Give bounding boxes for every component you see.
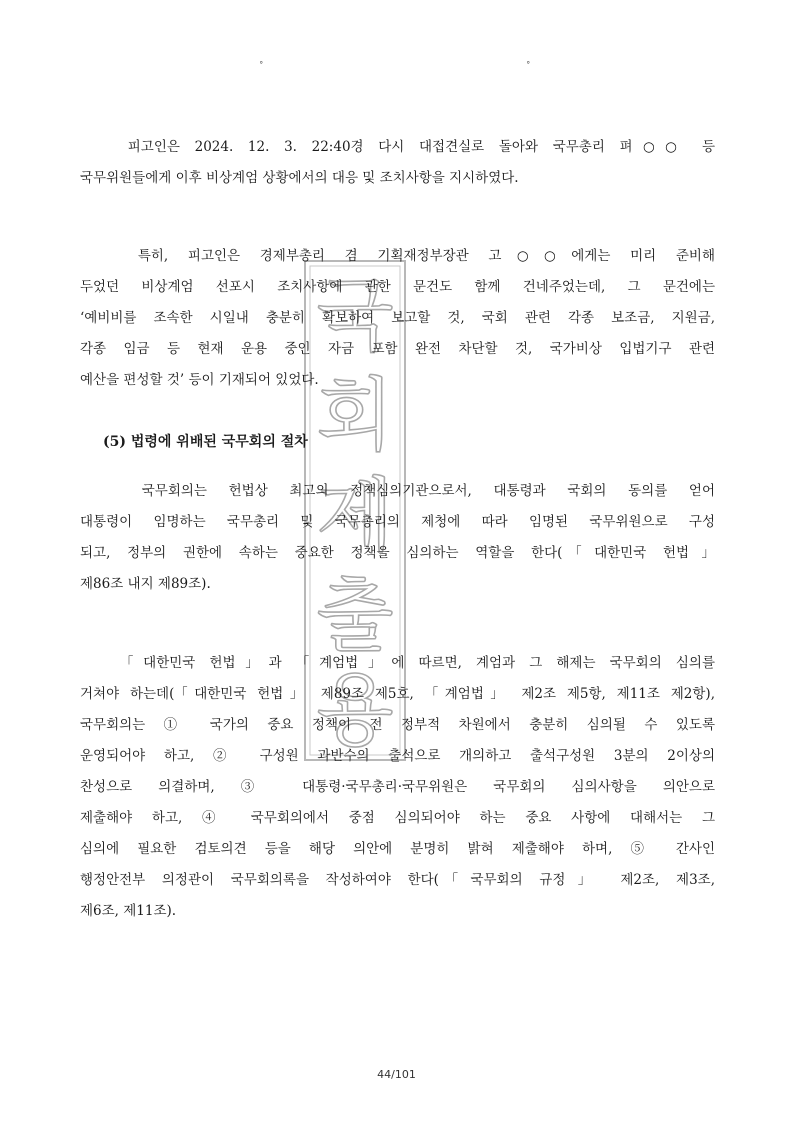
paragraph-4 [80, 648, 715, 927]
paragraph-line: 예산을 편성할 것’ 등이 기재되어 있었다. [80, 372, 319, 388]
watermark-char-5: 용 [316, 664, 394, 757]
paragraph-line: 제86조 내지 제89조). [80, 576, 211, 592]
page-number: 44/101 [377, 1068, 416, 1081]
paragraph-line: 국무위원들에게 이후 비상계엄 상황에서의 대응 및 조치사항을 지시하였다. [80, 170, 519, 186]
paragraph-line: 특히, 피고인은 경제부총리 겸 기획재정부장관 고○○에게는 미리 준비해 [80, 248, 715, 264]
paragraph-line: 피고인은 2024. 12. 3. 22:40경 다시 대접견실로 돌아와 국무총리 펴○○ 등 [80, 139, 715, 155]
paragraph-line: 되고, 정부의 권한에 속하는 중요한 정책을 심의하는 역할을 한다(「대한민국 헌법」 [80, 545, 715, 561]
paragraph-line: 두었던 비상계엄 선포시 조치사항에 관한 문건도 함께 건네주었는데, 그 문건에는 [80, 279, 715, 295]
header-mark-left: ˚ [259, 62, 264, 72]
paragraph-line: 각종 임금 등 현재 운용 중인 자금 포함 완전 차단할 것, 국가비상 입법기구 관련 [80, 341, 715, 357]
paragraph-3 [80, 476, 715, 600]
paragraph-line: 국무회의는 ① 국가의 중요 정책이 전 정부적 차원에서 충분히 심의될 수 있도록 [80, 717, 715, 733]
paragraph-line: 대통령이 임명하는 국무총리 및 국무총리의 제청에 따라 임명된 국무위원으로 구성 [80, 514, 715, 530]
paragraph-line: 제6조, 제11조). [80, 903, 177, 919]
paragraph-2 [80, 241, 715, 396]
paragraph-line: 거쳐야 하는데(「대한민국 헌법」 제89조 제5호, 「계엄법」 제2조 제5항, 제11조 제2항), [80, 686, 715, 702]
watermark-char-1: 국 [316, 269, 394, 362]
watermark-char-2: 회 [316, 369, 394, 462]
paragraph-line: ‘예비비를 조속한 시일내 충분히 확보하여 보고할 것, 국회 관련 각종 보조금, 지원금, [80, 310, 715, 326]
paragraph-line: 운영되어야 하고, ② 구성원 과반수의 출석으로 개의하고 출석구성원 3분의 2이상의 [80, 748, 715, 764]
paragraph-line: 국무회의는 헌법상 최고의 정책심의기관으로서, 대통령과 국회의 동의를 얻어 [80, 483, 715, 499]
header-mark-right: ˚ [526, 62, 531, 72]
paragraph-line: 제출해야 하고, ④ 국무회의에서 중점 심의되어야 하는 중요 사항에 대해서는 그 [80, 810, 715, 826]
paragraph-line: 찬성으로 의결하며, ③ 대통령·국무총리·국무위원은 국무회의 심의사항을 의안으로 [80, 779, 715, 795]
paragraph-1 [80, 132, 715, 194]
watermark-char-4: 출 [316, 569, 394, 662]
section-heading: (5) 법령에 위배된 국무회의 절차 [103, 434, 308, 450]
paragraph-line: 심의에 필요한 검토의견 등을 해당 의안에 분명히 밝혀 제출해야 하며, ⑤ 간사인 [80, 841, 715, 857]
paragraph-line: 「대한민국 헌법」과 「계엄법」에 따르면, 계엄과 그 해제는 국무회의 심의를 [80, 655, 715, 671]
watermark-char-3: 제 [316, 469, 394, 562]
paragraph-line: 행정안전부 의정관이 국무회의록을 작성하여야 한다(「국무회의 규정」 제2조, 제3조, [80, 872, 715, 888]
